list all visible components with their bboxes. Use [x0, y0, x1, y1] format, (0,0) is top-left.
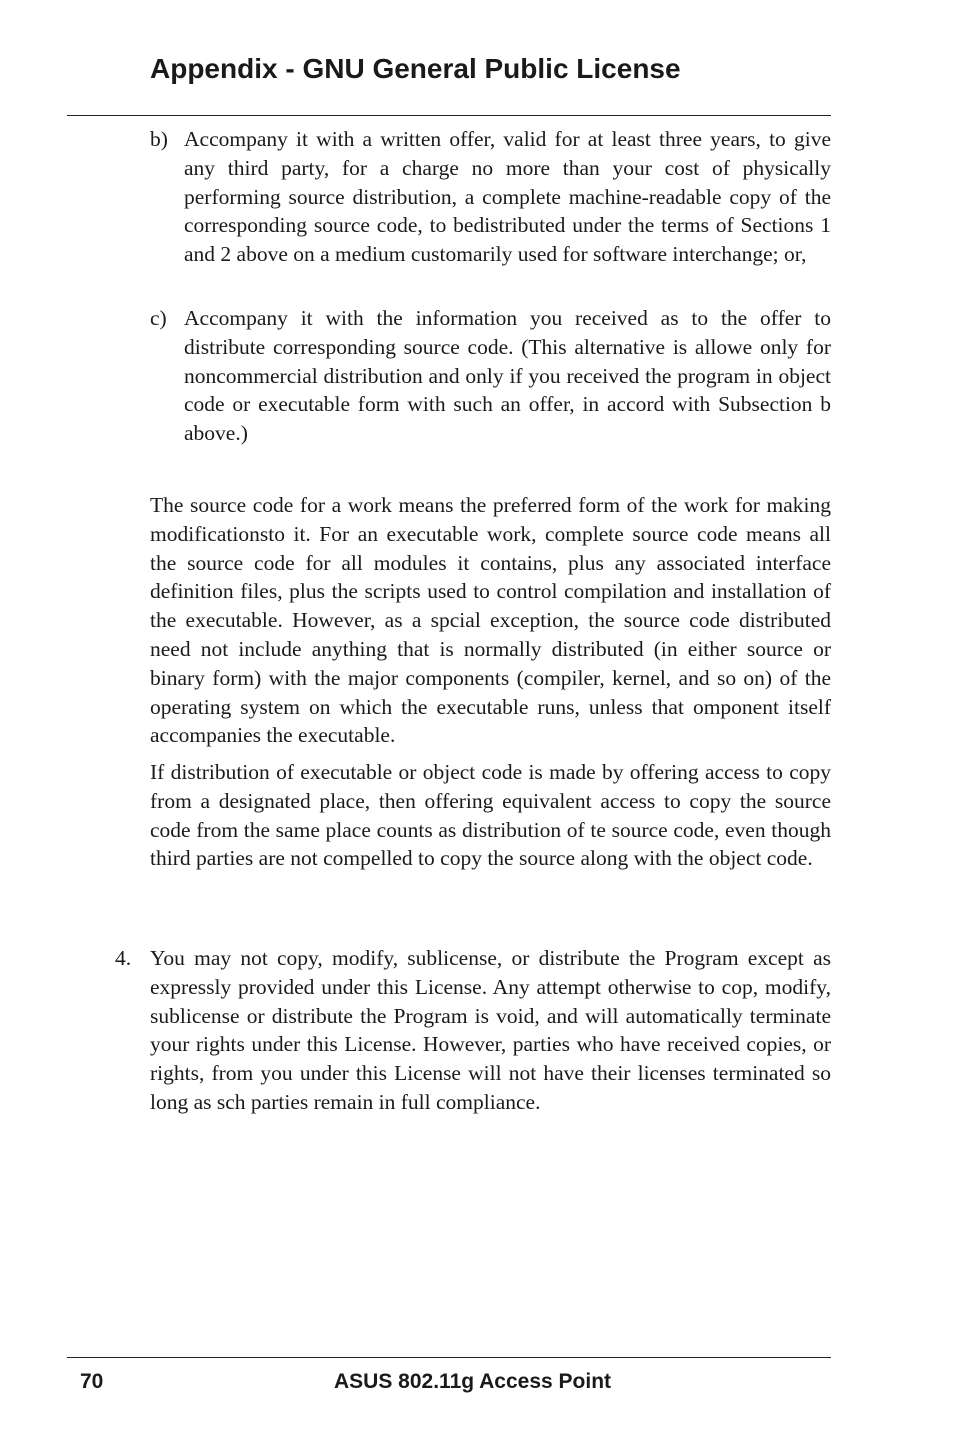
list-item-c [150, 304, 831, 448]
footer-title: ASUS 802.11g Access Point [334, 1370, 612, 1393]
page-number: 70 [80, 1370, 104, 1393]
numbered-item-4-text: You may not copy, modify, sublicense, or distribute the Program except as expressly provided under this License. Any attempt otherwise to cop, modify, sublicense or distribute the Program is void, and will automatically terminate your rights under this License. However, parties who have received copies, or rights, from you under this License will not have their licenses terminated so long as sch parties remain in full compliance. [150, 946, 831, 1114]
list-marker-c: c) [150, 306, 167, 330]
header-divider [67, 115, 831, 116]
paragraph-source-code: The source code for a work means the preferred form of the work for making modificationsto it. For an executable work, complete source code means all the source code for all modules it contains, plus any associated interface definition files, plus the scripts used to control compilation and installation of the executable. However, as a spcial exception, the source code distributed need not include anything that is normally distributed (in either source or binary form) with the major components (compiler, kernel, and so on) of the operating system on which the executable runs, unless that omponent itself accompanies the executable. [150, 493, 831, 748]
paragraph-distribution-access: If distribution of executable or object code is made by offering access to copy from a designated place, then offering equivalent access to copy the source code from the same place counts as distribution of te source code, even though third parties are not compelled to copy the source along with the object code. [150, 760, 831, 871]
numbered-item-4 [115, 944, 831, 1117]
list-item-b [150, 125, 831, 269]
footer-divider [67, 1357, 831, 1358]
list-item-b-text: Accompany it with a written offer, valid for at least three years, to give any third party, for a charge no more than your cost of physically performing source distribution, a complete machine-readable copy of the corresponding source code, to bedistributed under the terms of Sections 1 and 2 above on a medium customarily used for software interchange; or, [184, 127, 831, 267]
list-marker-b: b) [150, 127, 168, 151]
list-marker-4: 4. [115, 946, 132, 970]
page-header-title: Appendix - GNU General Public License [150, 53, 681, 84]
list-item-c-text: Accompany it with the information you received as to the offer to distribute corresponding source code. (This alternative is allowe only for noncommercial distribution and only if you received the program in object code or executable form with such an offer, in accord with Subsection b above.) [184, 306, 831, 446]
